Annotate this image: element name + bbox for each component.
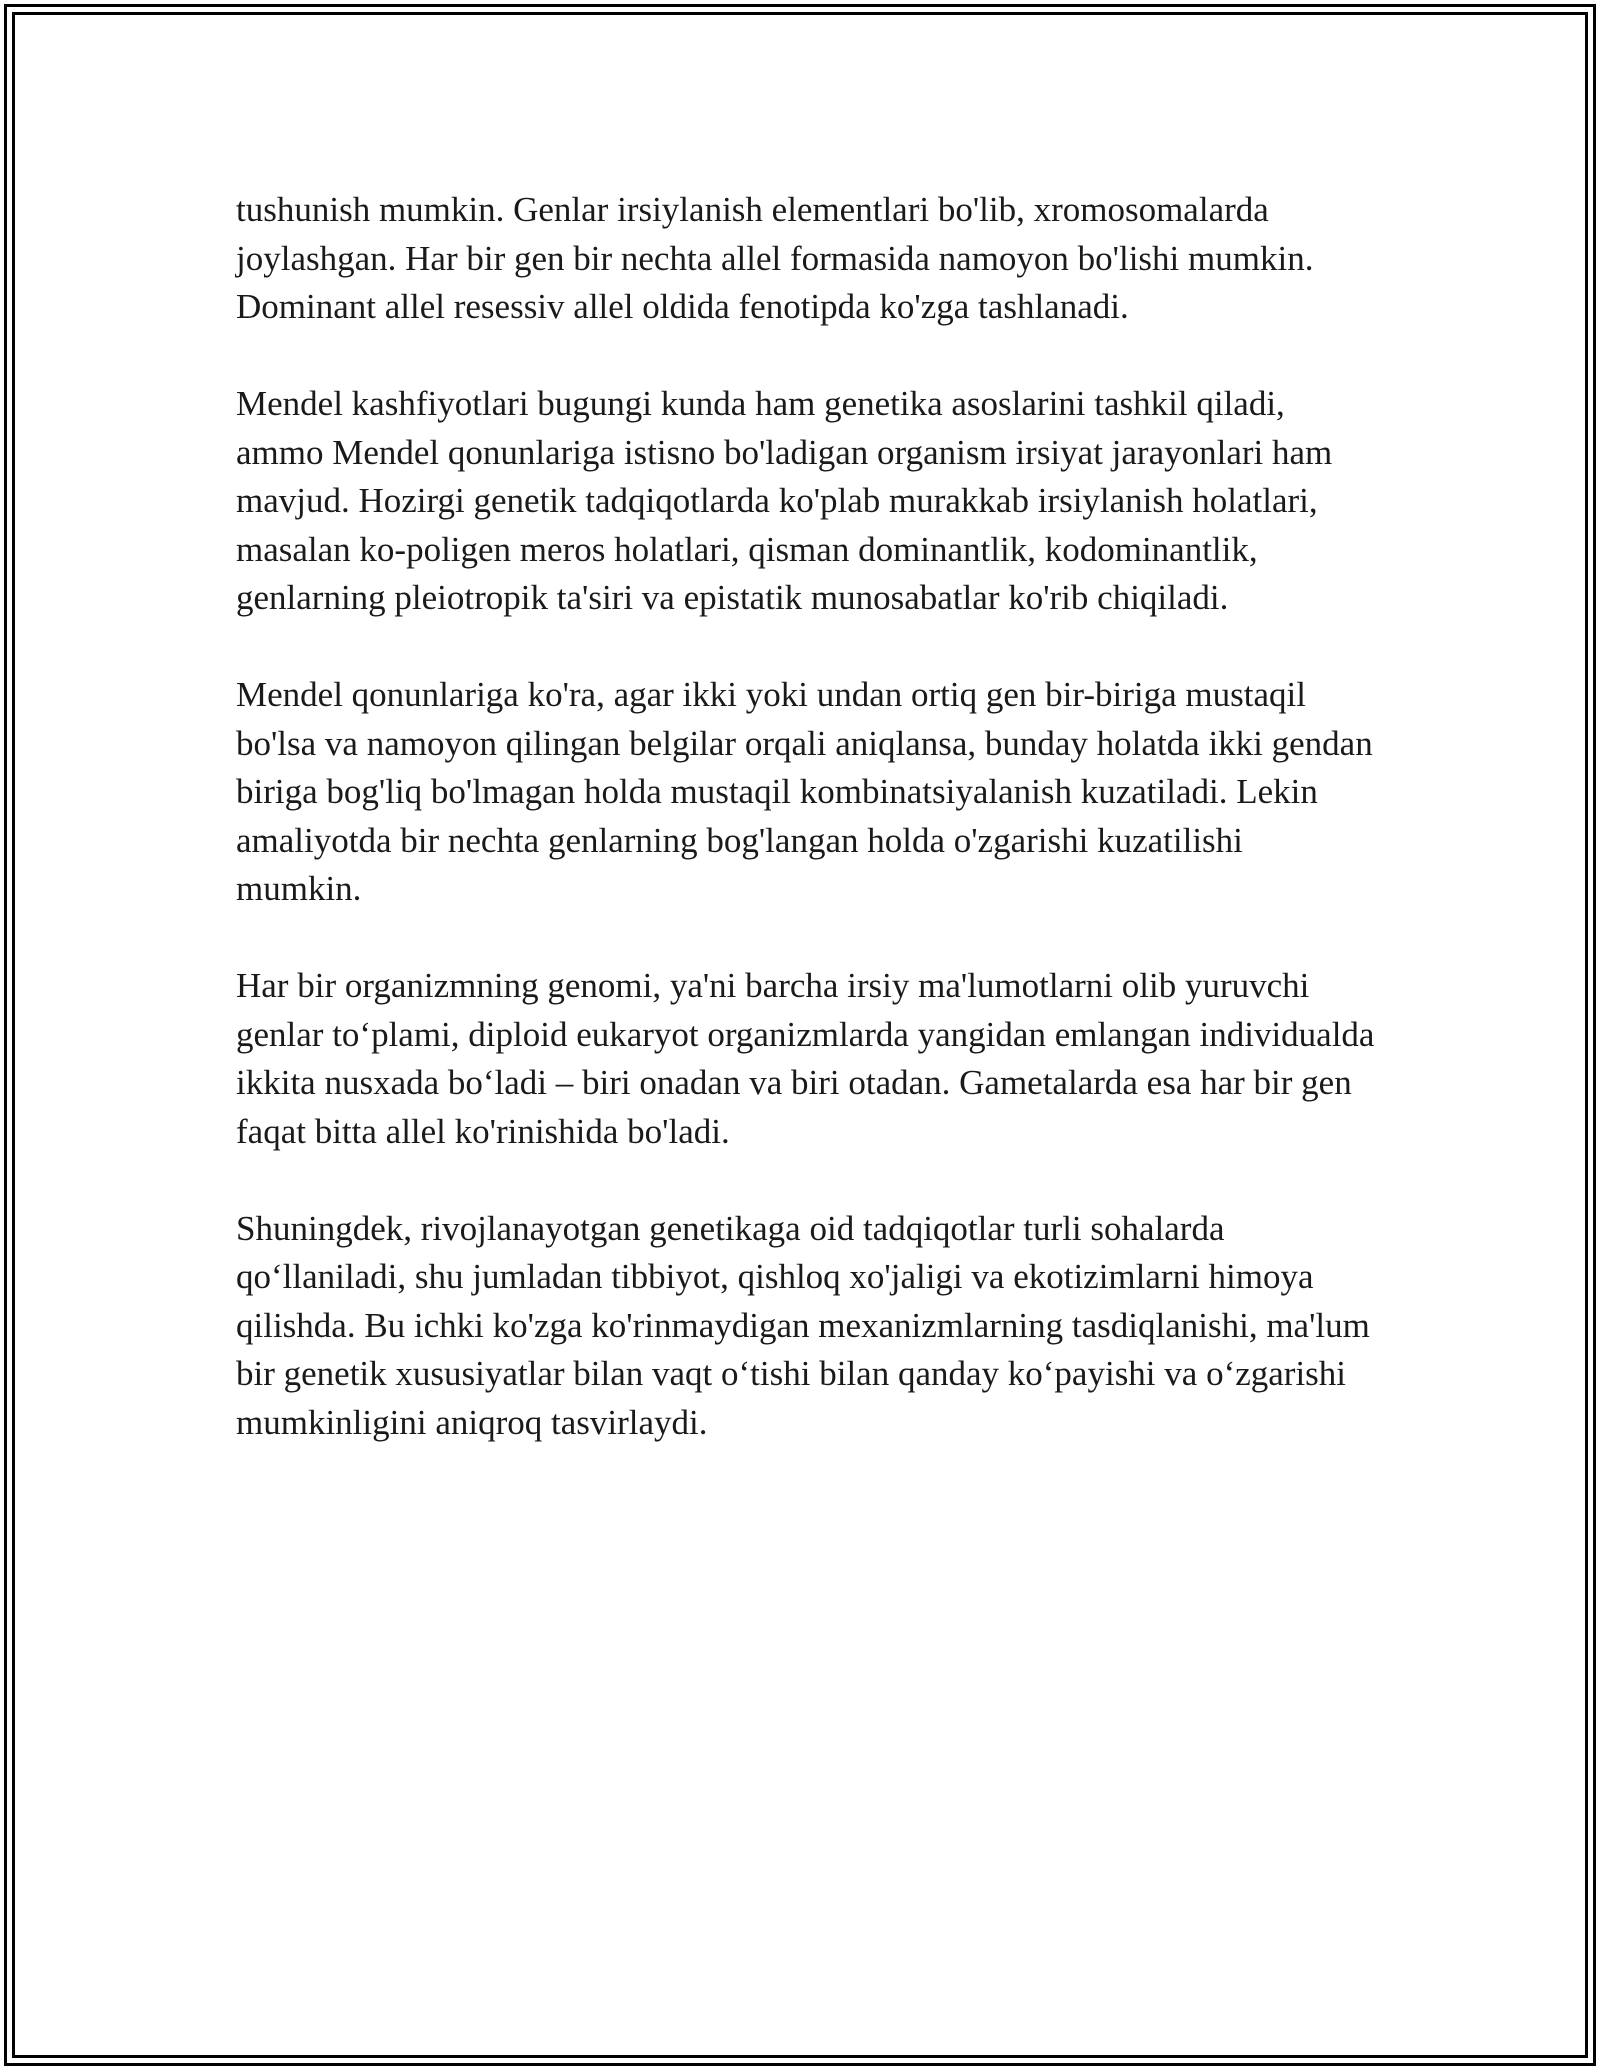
paragraph-4: Har bir organizmning genomi, ya'ni barcha irsiy ma'lumotlarni olib yuruvchi genlar to‘plami, diploid eukaryot organizmlarda yangidan emlangan individualda ikkita nusxada bo‘ladi – biri onadan va biri otadan. Gametalarda esa har bir gen faqat bitta allel ko'rinishida bo'ladi. <box>236 966 1375 1151</box>
paragraph-5: Shuningdek, rivojlanayotgan genetikaga oid tadqiqotlar turli sohalarda qo‘llaniladi, shu jumladan tibbiyot, qishloq xo'jaligi va ekotizimlarni himoya qilishda. Bu ichki ko'zga ko'rinmaydigan mexanizmlarning tasdiqlanishi, ma'lum bir genetik xususiyatlar bilan vaqt o‘tishi bilan qanday ko‘payishi va o‘zgarishi mumkinligini aniqroq tasvirlaydi. <box>236 1208 1370 1442</box>
paragraph-2: Mendel kashfiyotlari bugungi kunda ham genetika asoslarini tashkil qiladi, ammo Mendel qonunlariga istisno bo'ladigan organism irsiyat jarayonlari ham mavjud. Hozirgi genetik tadqiqotlarda ko'plab murakkab irsiylanish holatlari, masalan ko-poligen meros holatlari, qisman dominantlik, kodominantlik, genlarning pleiotropik ta'siri va epistatik munosabatlar ko'rib chiqiladi. <box>236 384 1333 617</box>
document-body <box>236 186 1376 1496</box>
paragraph-3: Mendel qonunlariga ko'ra, agar ikki yoki undan ortiq gen bir-biriga mustaqil bo'lsa va namoyon qilingan belgilar orqali aniqlansa, bunday holatda ikki gendan biriga bog'liq bo'lmagan holda mustaqil kombinatsiyalanish kuzatiladi. Lekin amaliyotda bir nechta genlarning bog'langan holda o'zgarishi kuzatilishi mumkin. <box>236 675 1373 908</box>
paragraph-1: tushunish mumkin. Genlar irsiylanish elementlari bo'lib, xromosomalarda joylashgan. Har bir gen bir nechta allel formasida namoyon bo'lishi mumkin. Dominant allel resessiv allel oldida fenotipda ko'zga tashlanadi. <box>236 190 1314 326</box>
